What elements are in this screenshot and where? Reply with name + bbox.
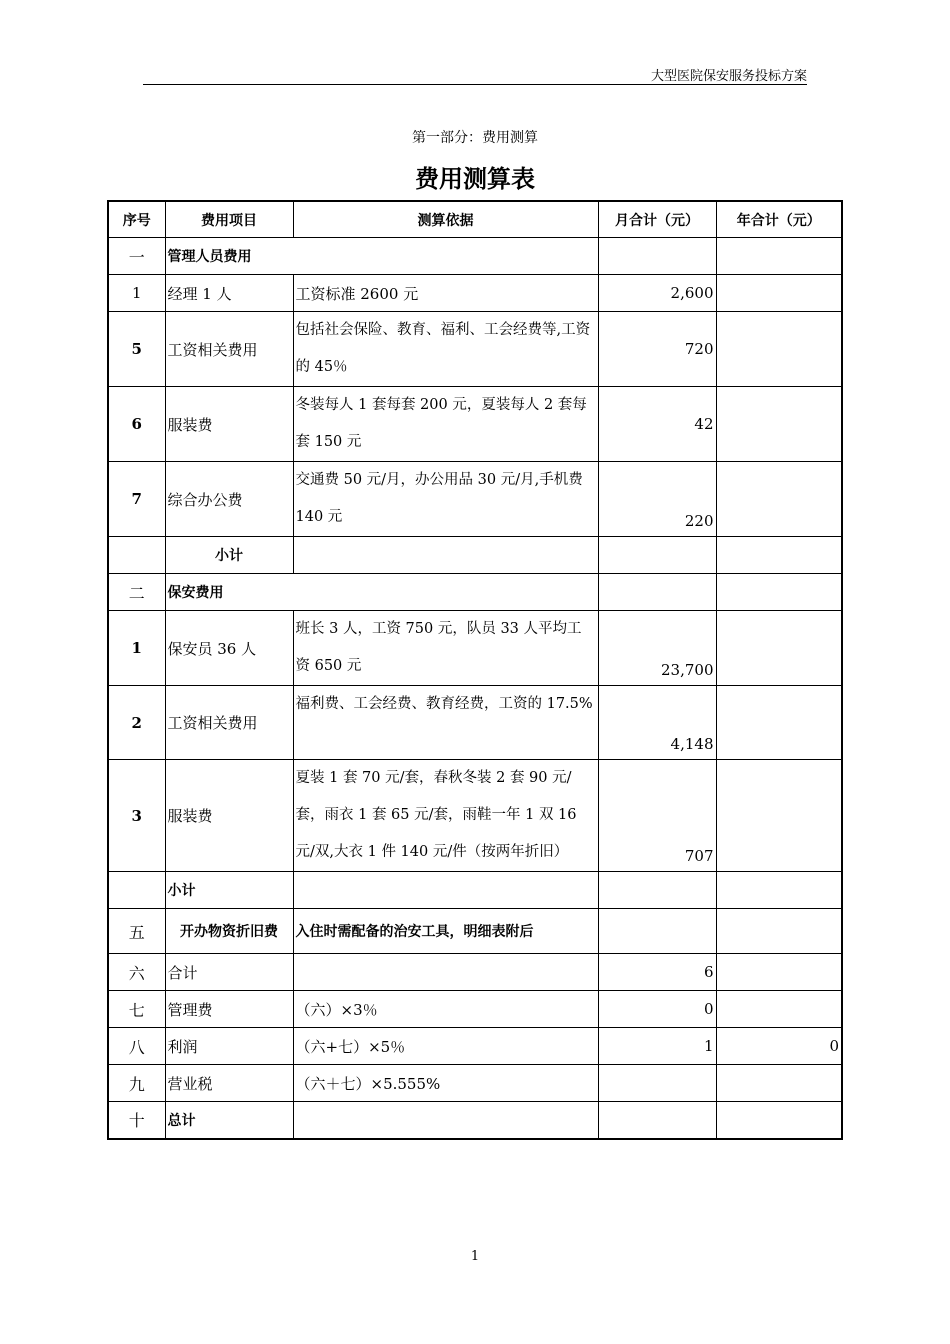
column-header-basis: 测算依据: [293, 201, 598, 238]
row-yearly: [716, 387, 842, 462]
row-yearly: [716, 991, 842, 1028]
row-monthly: [598, 872, 716, 909]
column-header-no: 序号: [108, 201, 165, 238]
table-row: [108, 611, 842, 686]
table-row: [108, 1065, 842, 1102]
table-row: [108, 312, 842, 387]
row-basis: [293, 954, 598, 991]
row-basis: 工资标准 2600 元: [293, 275, 598, 312]
row-monthly: 220: [598, 462, 716, 537]
table-row: [108, 537, 842, 574]
table-row: [108, 275, 842, 312]
row-monthly: [598, 909, 716, 954]
row-monthly: [598, 1065, 716, 1102]
row-item: 合计: [165, 954, 293, 991]
row-monthly: 2,600: [598, 275, 716, 312]
row-yearly: [716, 1065, 842, 1102]
row-yearly: [716, 275, 842, 312]
row-no: [108, 537, 165, 574]
row-no: 七: [108, 991, 165, 1028]
document-header-title: 大型医院保安服务投标方案: [650, 69, 807, 84]
table-row: [108, 238, 842, 275]
row-no: 五: [108, 909, 165, 954]
row-item: 综合办公费: [165, 462, 293, 537]
row-item: 小计: [165, 537, 293, 574]
row-no: 2: [108, 686, 165, 760]
row-no: [108, 872, 165, 909]
row-basis: [293, 537, 598, 574]
table-row: [108, 872, 842, 909]
row-item: 经理 1 人: [165, 275, 293, 312]
row-no: 一: [108, 238, 165, 275]
row-yearly: 0: [716, 1028, 842, 1065]
row-monthly: 23,700: [598, 611, 716, 686]
row-no: 7: [108, 462, 165, 537]
row-basis: （六＋七）×5.555%: [293, 1065, 598, 1102]
row-monthly: [598, 574, 716, 611]
row-item: 保安费用: [165, 574, 598, 611]
row-no: 十: [108, 1102, 165, 1139]
page-number: 1: [470, 1249, 480, 1264]
row-monthly: 42: [598, 387, 716, 462]
row-no: 3: [108, 760, 165, 872]
row-item: 工资相关费用: [165, 686, 293, 760]
section-title: 第一部分：费用测算: [412, 130, 538, 146]
table-row: [108, 760, 842, 872]
row-yearly: [716, 574, 842, 611]
row-item: 管理人员费用: [165, 238, 598, 275]
table-row: [108, 387, 842, 462]
row-no: 1: [108, 611, 165, 686]
row-no: 六: [108, 954, 165, 991]
row-no: 九: [108, 1065, 165, 1102]
column-header-monthly: 月合计（元）: [598, 201, 716, 238]
row-monthly: 0: [598, 991, 716, 1028]
table-title: 费用测算表: [415, 165, 535, 193]
row-yearly: [716, 611, 842, 686]
row-no: 1: [108, 275, 165, 312]
table-row: [108, 462, 842, 537]
row-item: 小计: [165, 872, 293, 909]
row-basis: 入住时需配备的治安工具，明细表附后: [293, 909, 598, 954]
row-yearly: [716, 686, 842, 760]
row-yearly: [716, 537, 842, 574]
table-row: [108, 1102, 842, 1139]
row-basis: （六）×3％: [293, 991, 598, 1028]
row-yearly: [716, 1102, 842, 1139]
row-monthly: 4,148: [598, 686, 716, 760]
row-yearly: [716, 760, 842, 872]
row-item: 服装费: [165, 760, 293, 872]
row-yearly: [716, 238, 842, 275]
table-row: [108, 991, 842, 1028]
row-basis: 交通费 50 元/月，办公用品 30 元/月,手机费 140 元: [293, 462, 598, 537]
column-header-item: 费用项目: [165, 201, 293, 238]
row-monthly: [598, 537, 716, 574]
row-monthly: [598, 1102, 716, 1139]
row-yearly: [716, 462, 842, 537]
cost-estimate-table: [107, 200, 843, 1140]
row-yearly: [716, 954, 842, 991]
row-item: 营业税: [165, 1065, 293, 1102]
row-item: 保安员 36 人: [165, 611, 293, 686]
table-row: [108, 686, 842, 760]
row-item: 管理费: [165, 991, 293, 1028]
row-basis: 冬装每人 1 套每套 200 元，夏装每人 2 套每套 150 元: [293, 387, 598, 462]
row-monthly: 720: [598, 312, 716, 387]
row-monthly: 707: [598, 760, 716, 872]
row-item: 开办物资折旧费: [165, 909, 293, 954]
row-no: 6: [108, 387, 165, 462]
table-header-row: [108, 201, 842, 238]
table-row: [108, 909, 842, 954]
row-basis: 班长 3 人，工资 750 元，队员 33 人平均工资 650 元: [293, 611, 598, 686]
row-basis: （六+七）×5％: [293, 1028, 598, 1065]
column-header-yearly: 年合计（元）: [716, 201, 842, 238]
header-divider: [143, 84, 807, 85]
row-basis: 福利费、工会经费、教育经费，工资的 17.5%: [293, 686, 598, 760]
row-item: 服装费: [165, 387, 293, 462]
row-item: 工资相关费用: [165, 312, 293, 387]
row-basis: [293, 1102, 598, 1139]
row-basis: 包括社会保险、教育、福利、工会经费等,工资的 45％: [293, 312, 598, 387]
row-yearly: [716, 312, 842, 387]
row-item: 总计: [165, 1102, 293, 1139]
row-yearly: [716, 872, 842, 909]
row-no: 八: [108, 1028, 165, 1065]
row-no: 二: [108, 574, 165, 611]
table-row: [108, 954, 842, 991]
row-yearly: [716, 909, 842, 954]
row-item: 利润: [165, 1028, 293, 1065]
table-row: [108, 574, 842, 611]
row-monthly: [598, 238, 716, 275]
table-row: [108, 1028, 842, 1065]
row-monthly: 1: [598, 1028, 716, 1065]
row-basis: 夏装 1 套 70 元/套，春秋冬装 2 套 90 元/套，雨衣 1 套 65 元/套，雨鞋一年 1 双 16 元/双,大衣 1 件 140 元/件（按两年折旧）: [293, 760, 598, 872]
row-basis: [293, 872, 598, 909]
row-no: 5: [108, 312, 165, 387]
row-monthly: 6: [598, 954, 716, 991]
